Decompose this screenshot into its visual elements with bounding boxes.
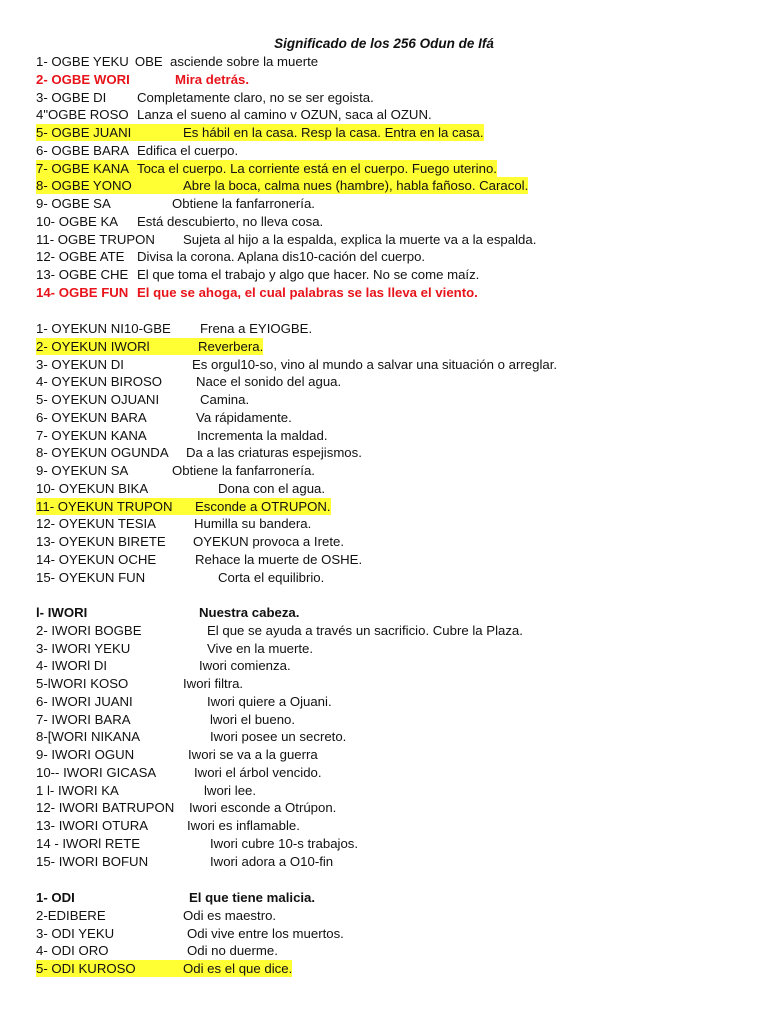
odun-row-odi-5	[36, 960, 292, 977]
odun-meaning: Mira detrás.	[175, 71, 250, 87]
odun-meaning: Iwori filtra.	[183, 676, 244, 691]
odun-meaning: Humilla su bandera.	[194, 516, 312, 532]
odun-name: 14- OGBE FUN	[36, 284, 129, 300]
odun-row-iwori-4	[36, 657, 291, 674]
odun-name: 1 l- IWORI KA	[36, 782, 119, 798]
odun-meaning: Corta el equilibrio.	[218, 569, 325, 585]
odun-name: 1- OGBE YEKU	[36, 54, 129, 69]
odun-name: 5-lWORI KOSO	[36, 676, 129, 691]
odun-meaning: El que se ahoga, el cual palabras se las lleva el viento.	[137, 284, 478, 300]
odun-row-iwori-1	[36, 604, 299, 621]
odun-meaning: Lanza el sueno al camino v OZUN, saca al OZUN.	[137, 107, 432, 123]
odun-row-oyekun-15	[36, 569, 324, 586]
odun-meaning: Toca el cuerpo. La corriente está en el cuerpo. Fuego uterino.	[137, 160, 497, 176]
odun-row-iwori-6	[36, 693, 332, 710]
odun-row-oyekun-7	[36, 427, 327, 444]
odun-name: 1- OYEKUN NI10-GBE	[36, 321, 171, 336]
odun-meaning: OYEKUN provoca a Irete.	[193, 534, 344, 549]
odun-row-ogbe-12	[36, 248, 425, 265]
odun-row-ogbe-4	[36, 106, 432, 123]
odun-name: 5- ODI KUROSO	[36, 961, 136, 976]
odun-row-oyekun-4	[36, 373, 341, 390]
odun-name: 13- OGBE CHE	[36, 267, 129, 282]
odun-meaning: Frena a EYIOGBE.	[200, 321, 313, 336]
odun-name: 7- IWORI BARA	[36, 711, 131, 727]
odun-row-ogbe-1	[36, 53, 318, 70]
odun-meaning: Sujeta al hijo a la espalda, explica la muerte va a la espalda.	[183, 231, 537, 247]
odun-name: 6- OYEKUN BARA	[36, 409, 147, 425]
odun-meaning: Iwori comienza.	[199, 658, 291, 674]
odun-row-iwori-12	[36, 799, 336, 816]
odun-name: 15- OYEKUN FUN	[36, 569, 146, 585]
odun-meaning: El que toma el trabajo y algo que hacer. No se come maíz.	[137, 267, 480, 282]
odun-name: 8-[WORI NIKANA	[36, 729, 141, 745]
odun-row-iwori-8	[36, 728, 346, 745]
odun-name: 10- OYEKUN BIKA	[36, 480, 149, 496]
odun-name: 3- ODI YEKU	[36, 925, 115, 941]
odun-meaning: Dona con el agua.	[218, 480, 326, 496]
odun-row-oyekun-12	[36, 515, 311, 532]
odun-row-iwori-7	[36, 711, 295, 728]
odun-name: 3- IWORI YEKU	[36, 640, 131, 656]
odun-meaning: Rehace la muerte de OSHE.	[195, 551, 363, 567]
odun-meaning: Da a las criaturas espejismos.	[186, 445, 362, 461]
odun-row-oyekun-14	[36, 551, 362, 568]
odun-row-oyekun-6	[36, 409, 292, 426]
odun-meaning: Es hábil en la casa. Resp la casa. Entra en la casa.	[183, 125, 484, 140]
odun-row-ogbe-13	[36, 266, 479, 283]
odun-name: 11- OYEKUN TRUPON	[36, 498, 173, 514]
odun-row-oyekun-10	[36, 480, 325, 497]
odun-name: 13- IWORI OTURA	[36, 818, 149, 833]
odun-name: 12- IWORI BATRUPON	[36, 800, 175, 816]
odun-row-ogbe-9	[36, 195, 315, 212]
odun-name: 3- OYEKUN DI	[36, 356, 124, 372]
odun-name: 1- ODI	[36, 890, 75, 905]
odun-row-ogbe-7	[36, 160, 497, 177]
odun-row-oyekun-5	[36, 391, 249, 408]
odun-row-oyekun-3	[36, 356, 557, 373]
odun-meaning: Divisa la corona. Aplana dis10-cación del cuerpo.	[137, 249, 426, 265]
odun-name: 8- OGBE YONO	[36, 178, 132, 194]
odun-meaning: Nace el sonido del agua.	[196, 374, 342, 390]
odun-row-iwori-3	[36, 640, 313, 657]
odun-meaning: Nuestra cabeza.	[199, 605, 300, 620]
odun-meaning: Completamente claro, no se ser egoista.	[137, 89, 374, 105]
odun-meaning: Obtiene la fanfarronería.	[172, 196, 315, 211]
odun-name: 14- OYEKUN OCHE	[36, 551, 157, 567]
odun-name: 6- IWORI JUANI	[36, 693, 133, 709]
odun-name: 2-EDIBERE	[36, 907, 106, 923]
odun-meaning: Iwori se va a la guerra	[188, 747, 318, 762]
odun-row-iwori-14	[36, 835, 358, 852]
odun-name: 7- OYEKUN KANA	[36, 427, 147, 443]
odun-row-ogbe-10	[36, 213, 323, 230]
odun-name: 2- OGBE WORI	[36, 71, 130, 87]
odun-meaning: lwori el bueno.	[210, 711, 296, 727]
odun-row-oyekun-8	[36, 444, 362, 461]
odun-name: 3- OGBE DI	[36, 89, 107, 105]
odun-row-iwori-13	[36, 817, 300, 834]
odun-row-ogbe-8	[36, 177, 528, 194]
odun-meaning: Edifica el cuerpo.	[137, 142, 239, 158]
odun-meaning: Odi no duerme.	[187, 943, 278, 959]
odun-name: 10-- IWORI GICASA	[36, 764, 157, 780]
odun-meaning: Iwori adora a O10-fin	[210, 853, 334, 869]
odun-name: 6- OGBE BARA	[36, 142, 130, 158]
odun-row-iwori-10	[36, 764, 322, 781]
odun-meaning: Odi es maestro.	[183, 907, 277, 923]
odun-row-oyekun-2	[36, 338, 263, 355]
odun-name: 9- IWORI OGUN	[36, 747, 135, 762]
odun-meaning: Iwori es inflamable.	[187, 818, 300, 833]
odun-name: 4- ODI ORO	[36, 943, 109, 959]
odun-meaning: Iwori esconde a Otrúpon.	[189, 800, 337, 816]
odun-name: 10- OGBE KA	[36, 213, 119, 229]
odun-row-ogbe-5	[36, 124, 484, 141]
odun-row-odi-3	[36, 925, 344, 942]
odun-meaning: Iwori cubre 10-s trabajos.	[210, 835, 359, 851]
odun-row-iwori-11	[36, 782, 256, 799]
odun-row-ogbe-14	[36, 284, 478, 301]
odun-name: 9- OGBE SA	[36, 196, 111, 211]
page-title: Significado de los 256 Odun de Ifá	[274, 36, 494, 51]
odun-row-odi-4	[36, 942, 278, 959]
odun-name: 2- OYEKUN IWORl	[36, 338, 150, 354]
odun-row-iwori-2	[36, 622, 523, 639]
odun-name: 15- IWORI BOFUN	[36, 853, 149, 869]
odun-meaning: Iwori quiere a Ojuani.	[207, 693, 332, 709]
odun-meaning: OBE asciende sobre la muerte	[134, 54, 319, 69]
odun-meaning: Obtiene la fanfarronería.	[172, 463, 315, 478]
odun-meaning: Iwori el árbol vencido.	[194, 764, 322, 780]
odun-name: 2- IWORI BOGBE	[36, 622, 142, 638]
odun-name: 9- OYEKUN SA	[36, 463, 129, 478]
odun-meaning: Esconde a OTRUPON.	[195, 498, 331, 514]
odun-row-ogbe-2	[36, 71, 249, 88]
odun-row-iwori-15	[36, 853, 333, 870]
odun-row-ogbe-3	[36, 89, 374, 106]
odun-meaning: Iwori posee un secreto.	[210, 729, 347, 745]
odun-row-odi-1	[36, 889, 315, 906]
odun-name: 14 - IWORl RETE	[36, 835, 141, 851]
odun-meaning: Va rápidamente.	[196, 409, 292, 425]
odun-row-iwori-5	[36, 675, 243, 692]
odun-meaning: Odi vive entre los muertos.	[187, 925, 344, 941]
odun-name: 4- OYEKUN BIROSO	[36, 374, 163, 390]
odun-name: 4"OGBE ROSO	[36, 107, 129, 123]
odun-meaning: Vive en la muerte.	[207, 640, 314, 656]
odun-meaning: Reverbera.	[198, 338, 264, 354]
odun-meaning: lwori lee.	[204, 782, 257, 798]
odun-meaning: El que tiene malicia.	[189, 890, 316, 905]
odun-name: 11- OGBE TRUPON	[36, 231, 155, 247]
odun-name: 12- OGBE ATE	[36, 249, 125, 265]
odun-name: 8- OYEKUN OGUNDA	[36, 445, 169, 461]
odun-row-oyekun-1	[36, 320, 312, 337]
odun-row-oyekun-11	[36, 498, 331, 515]
odun-meaning: Odi es el que dice.	[183, 961, 293, 976]
odun-name: 7- OGBE KANA	[36, 160, 130, 176]
odun-row-oyekun-9	[36, 462, 315, 479]
odun-row-iwori-9	[36, 746, 318, 763]
odun-meaning: El que se ayuda a través un sacrificio. Cubre la Plaza.	[207, 622, 523, 638]
odun-row-ogbe-11	[36, 231, 536, 248]
odun-meaning: Incrementa la maldad.	[197, 427, 328, 443]
odun-name: l- IWORI	[36, 605, 88, 620]
odun-row-oyekun-13	[36, 533, 344, 550]
odun-name: 13- OYEKUN BIRETE	[36, 534, 166, 549]
odun-name: 5- OGBE JUANI	[36, 125, 132, 140]
odun-meaning: Está descubierto, no lleva cosa.	[137, 213, 324, 229]
odun-meaning: Abre la boca, calma nues (hambre), habla fañoso. Caracol.	[183, 178, 529, 194]
odun-name: 12- OYEKUN TESIA	[36, 516, 156, 532]
odun-row-odi-2	[36, 907, 276, 924]
odun-meaning: Es orgul10-so, vino al mundo a salvar una situación o arreglar.	[192, 356, 558, 372]
odun-row-ogbe-6	[36, 142, 238, 159]
odun-name: 5- OYEKUN OJUANI	[36, 392, 160, 407]
odun-name: 4- IWORl DI	[36, 658, 108, 674]
odun-meaning: Camina.	[200, 392, 250, 407]
